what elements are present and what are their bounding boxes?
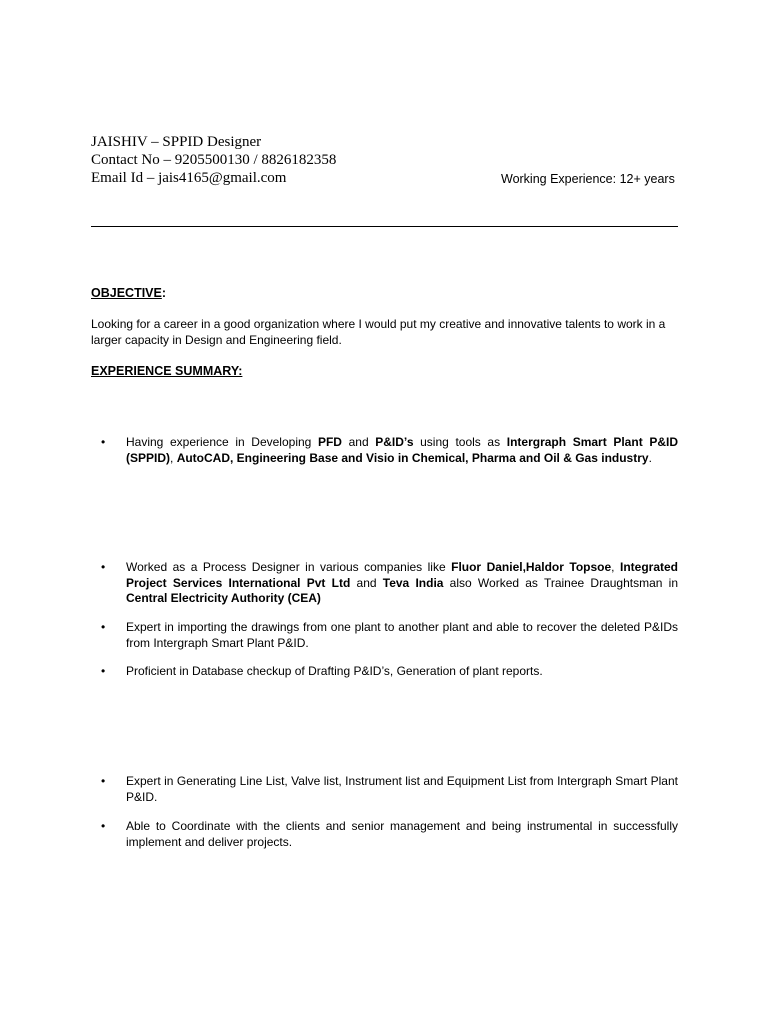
bullet-marker: • [101,664,106,678]
bold-text-run: AutoCAD, Engineering Base and Visio in Chemical, Pharma and Oil & Gas industry [176,450,649,465]
text-run: also Worked as Trainee Draughtsman in [443,575,679,590]
bold-text-run: PFD [317,435,342,449]
bullet-marker: • [101,774,106,788]
text-run: Expert in importing the drawings from one plant to another plant and able to recover the deleted P&IDs from Intergraph Smart Plant P&ID. [126,620,678,650]
text-run: Having experience in Developing [126,435,318,449]
objective-heading-colon: : [161,286,167,300]
list-item [101,774,678,805]
objective-heading [91,285,166,301]
text-run: and [341,435,376,449]
objective-text: Looking for a career in a good organization where I would put my creative and innovative talents to work in a larger capacity in Design and Engineering field. [91,317,666,347]
bullet-marker: • [101,435,106,449]
list-item [101,620,678,651]
text-run: Expert in Generating Line List, Valve list, Instrument list and Equipment List from Intergraph Smart Plant P&ID. [126,774,678,804]
list-item-text [126,774,678,805]
bullet-marker: • [101,819,106,833]
bullet-marker: • [101,560,106,574]
text-run: , [170,450,177,465]
contact-number: Contact No – 9205500130 / 8826182358 [91,152,337,168]
header-divider [91,226,678,227]
list-item-text [126,819,678,850]
text-run: and [350,575,383,590]
list-item-text [126,560,678,607]
bold-text-run: Teva India [382,575,444,590]
list-item-text [126,620,678,651]
text-run: using tools as [413,435,507,449]
email-id: Email Id – jais4165@gmail.com [91,170,287,186]
list-item-text [126,664,678,680]
list-item [101,819,678,850]
text-run: Proficient in Database checkup of Drafting P&ID’s, Generation of plant reports. [126,664,543,678]
bold-text-run: Intergraph Smart Plant P&ID (SPPID) [126,435,678,465]
experience-summary-heading [91,363,242,379]
list-item [101,664,678,680]
bold-text-run: P&ID’s [375,435,414,449]
name-title: JAISHIV – SPPID Designer [91,134,262,150]
working-experience: Working Experience: 12+ years [501,172,675,186]
text-run: Able to Coordinate with the clients and senior management and being instrumental in successfully implement and deliver projects. [126,819,678,849]
list-item-text [126,435,678,466]
bold-text-run: Integrated Project Services International Pvt Ltd [126,560,678,590]
text-run: Worked as a Process Designer in various companies like [126,560,452,574]
bold-text-run: Central Electricity Authority (CEA) [126,591,321,605]
bullet-marker: • [101,620,106,634]
bold-text-run: Fluor Daniel,Haldor Topsoe [451,560,612,574]
experience-summary-heading-label: EXPERIENCE SUMMARY: [91,364,243,378]
objective-heading-label: OBJECTIVE [91,286,162,300]
list-item [101,560,678,607]
text-run: , [611,560,620,574]
text-run: . [648,450,652,465]
list-item [101,435,678,466]
